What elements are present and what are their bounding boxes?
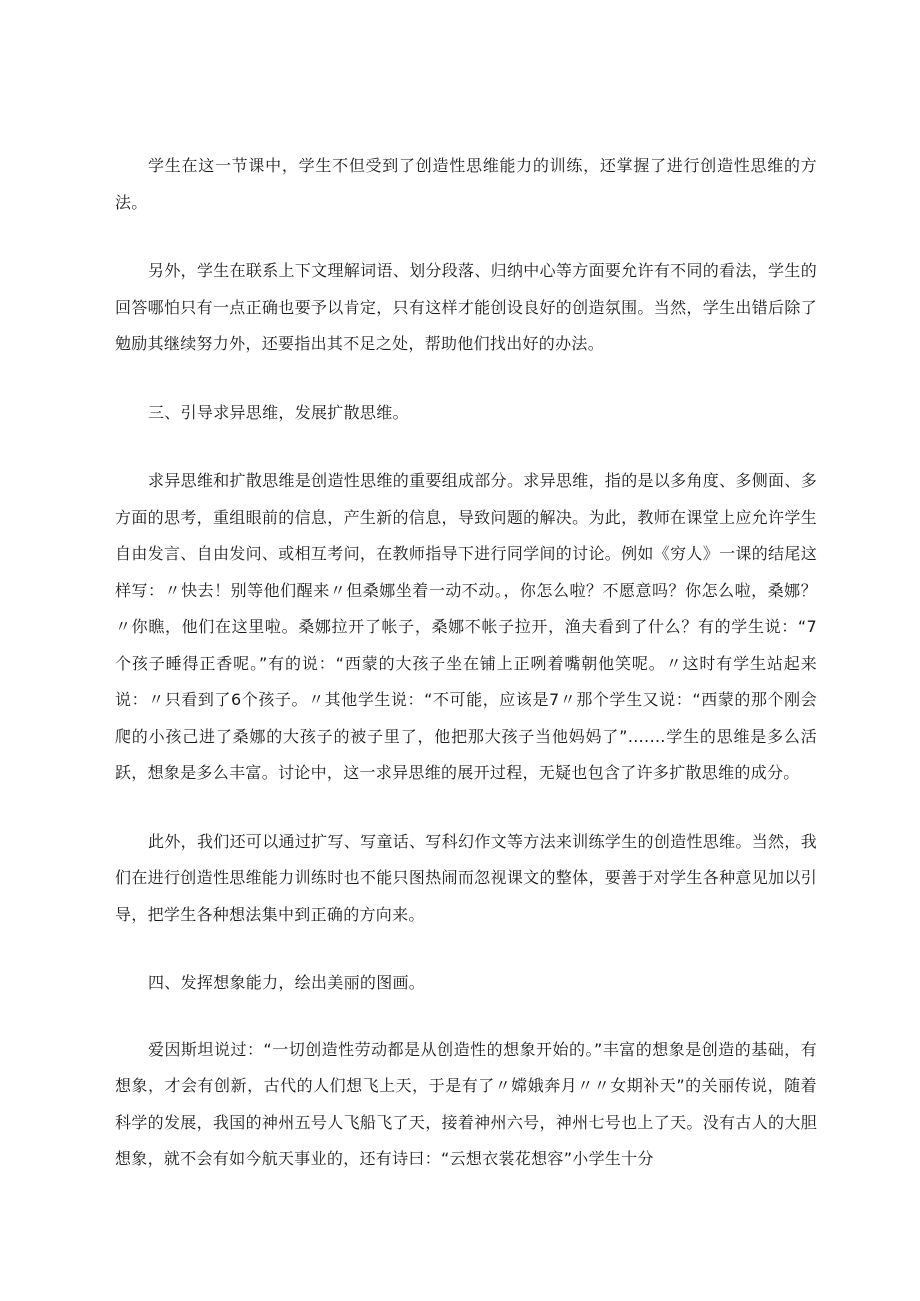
paragraph-method-summary: 学生在这一节课中，学生不但受到了创造性思维能力的训练，还掌握了进行创造性思维的方法。 [115,156,817,212]
document-page [115,148,817,1178]
paragraph-different-views: 另外，学生在联系上下文理解词语、划分段落、归纳中心等方面要允许有不同的看法，学生的回答哪怕只有一点正确也要予以肯定，只有这样才能创设良好的创造氛围。当然，学生出错后除了勉励其继续努力外，还要指出其不足之处，帮助他们找出好的办法。 [115,261,817,353]
paragraph-spacer [115,792,817,824]
paragraph-other-methods: 此外，我们还可以通过扩写、写童话、写科幻作文等方法来训练学生的创造性思维。当然，我们在进行创造性思维能力训练时也不能只图热闹而忽视课文的整体，要善于对学生各种意见加以引导，把学生各种想法集中到正确的方向来。 [115,831,817,924]
paragraph-divergent-thinking: 求异思维和扩散思维是创造性思维的重要组成部分。求异思维，指的是以多角度、多侧面、多方面的思考，重组眼前的信息，产生新的信息，导致问题的解决。为此，教师在课堂上应允许学生自由发言、自由发问、或相互考问，在教师指导下进行同学间的讨论。例如《穷人》一课的结尾这样写：〃快去！别等他们醒来〃但桑娜坐着一动不动。，你怎么啦？不愿意吗？你怎么啦，桑娜？〃你瞧，他们在这里啦。桑娜拉开了帐子，桑娜不帐子拉开，渔夫看到了什么？有的学生说：“7个孩子睡得正香呢。”有的说：“西蒙的大孩子坐在铺上正咧着嘴朝他笑呢。〃这时有学生站起来说：〃只看到了6个孩子。〃其他学生说：“不可能，应该是7〃那个学生又说：“西蒙的那个刚会爬的小孩己进了桑娜的大孩子的被子里了，他把那大孩子当他妈妈了”….…学生的思维是多么活跃，想象是多么丰富。讨论中，这一求异思维的展开过程，无疑也包含了许多扩散思维的成分。 [115,471,817,782]
paragraph-imagination: 爱因斯坦说过：“一切创造性劳动都是从创造性的想象开始的。”丰富的想象是创造的基础，有想象，才会有创新，古代的人们想飞上天，于是有了〃嫦娥奔月〃〃女期补天”的关丽传说，随着科学的发展，我国的神州五号人飞船飞了天，接着神州六号，神州七号也上了天。没有古人的大胆想象，就不会有如今航天事业的，还有诗曰：“云想衣裳花想容”小学生十分 [115,1039,817,1168]
paragraph-spacer [115,221,817,253]
section-heading-four: 四、发挥想象能力，绘出美丽的图画。 [148,973,426,992]
paragraph-spacer [115,363,817,395]
paragraph-spacer [115,1002,817,1032]
paragraph-spacer [115,933,817,965]
section-heading-three: 三、引导求异思维，发展扩散思维。 [148,402,409,422]
paragraph-spacer [115,431,817,463]
